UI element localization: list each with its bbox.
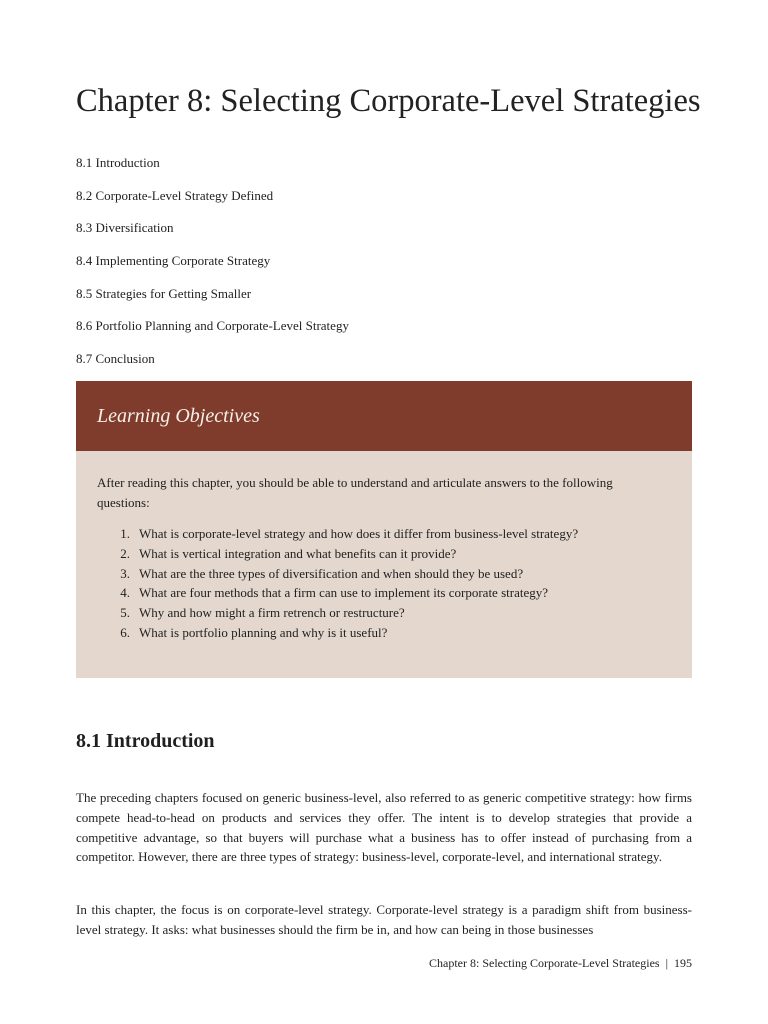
section-heading: 8.1 Introduction xyxy=(76,730,215,752)
body-paragraph: In this chapter, the focus is on corporate-level strategy. Corporate-level strategy is a paradigm shift from business-level strategy. It asks: what businesses should the firm be in, and how can being in those businesses xyxy=(76,902,692,937)
page-footer xyxy=(429,954,692,972)
page-number: 195 xyxy=(674,956,692,970)
list-item-text: What are the three types of diversification and when should they be used? xyxy=(139,565,524,581)
footer-separator: | xyxy=(665,956,668,970)
list-item-number: 6. xyxy=(120,624,130,640)
toc-item[interactable]: 8.6 Portfolio Planning and Corporate-Level Strategy xyxy=(76,318,349,334)
list-item-number: 2. xyxy=(120,545,130,561)
learning-objectives-list xyxy=(97,524,668,643)
learning-objectives-header xyxy=(76,381,692,451)
toc-item[interactable]: 8.5 Strategies for Getting Smaller xyxy=(76,285,252,301)
toc-item[interactable]: 8.2 Corporate-Level Strategy Defined xyxy=(76,187,274,203)
list-item-number: 3. xyxy=(120,565,130,581)
list-item xyxy=(97,623,668,643)
list-item xyxy=(97,583,668,603)
learning-objectives-title: Learning Objectives xyxy=(97,404,260,427)
list-item-text: What is vertical integration and what benefits can it provide? xyxy=(139,545,457,561)
toc-item[interactable]: 8.1 Introduction xyxy=(76,155,160,170)
list-item xyxy=(97,544,668,564)
list-item-text: What is portfolio planning and why is it useful? xyxy=(139,624,388,640)
list-item xyxy=(97,603,668,623)
list-item-number: 5. xyxy=(120,605,130,621)
learning-objectives-body xyxy=(76,451,692,643)
list-item-text: Why and how might a firm retrench or restructure? xyxy=(139,605,405,621)
toc-item[interactable]: 8.4 Implementing Corporate Strategy xyxy=(76,253,271,269)
learning-objectives-intro: After reading this chapter, you should be able to understand and articulate answers to the following questions: xyxy=(97,475,613,510)
list-item-text: What are four methods that a firm can use to implement its corporate strategy? xyxy=(139,585,548,601)
table-of-contents xyxy=(76,153,349,382)
chapter-title: Chapter 8: Selecting Corporate-Level Strategies xyxy=(76,83,701,119)
list-item xyxy=(97,524,668,544)
list-item xyxy=(97,564,668,584)
body-paragraph: The preceding chapters focused on generic business-level, also referred to as generic competitive strategy: how firms compete head-to-head on products and services they offer. The intent is to develop strategies that provide a competitive advantage, so that buyers will purchase what a business has to offer instead of purchasing from a competitor. However, there are three types of strategy: business-level, corporate-level, and international strategy. xyxy=(76,790,692,865)
running-title: Chapter 8: Selecting Corporate-Level Strategies xyxy=(429,956,660,970)
list-item-number: 4. xyxy=(120,585,130,601)
list-item-number: 1. xyxy=(120,526,130,541)
toc-item[interactable]: 8.3 Diversification xyxy=(76,220,174,236)
learning-objectives-box xyxy=(76,381,692,678)
toc-item[interactable]: 8.7 Conclusion xyxy=(76,351,155,367)
list-item-text: What is corporate-level strategy and how does it differ from business-level strategy? xyxy=(139,526,579,541)
